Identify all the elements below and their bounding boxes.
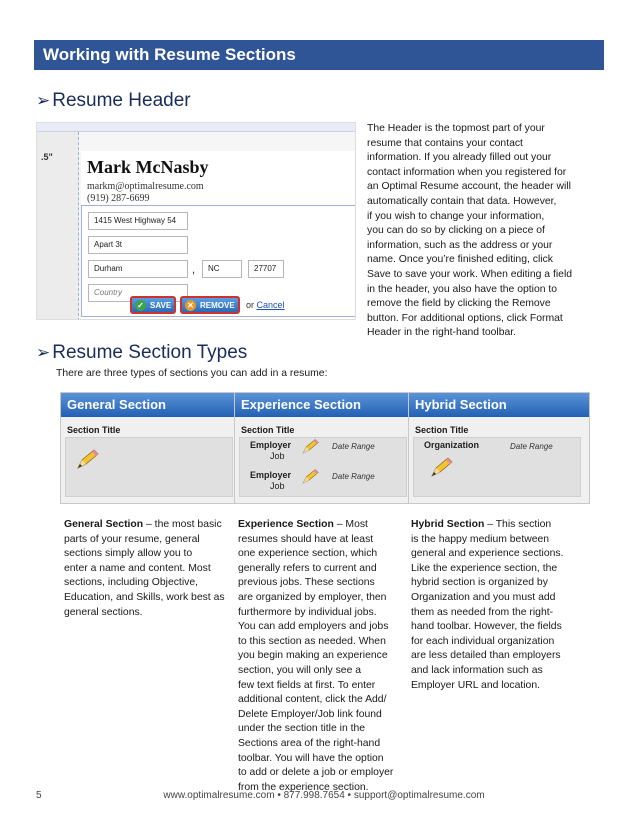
text-line: you can do so by clicking on a piece of: [367, 225, 545, 237]
employer-label-2: Employer: [250, 470, 292, 480]
check-icon: ✓: [135, 300, 146, 311]
text-line: – This section: [484, 519, 552, 530]
text-line: under the section title in the: [238, 723, 366, 735]
pencil-icon: [74, 448, 100, 472]
text-line: and lack information such as: [411, 664, 543, 676]
text-line: general sections.: [64, 606, 143, 618]
text-line: if you wish to change your information,: [367, 210, 545, 222]
text-line: Organization and you must add: [411, 591, 556, 603]
text-line: to add or delete a job or employer: [238, 767, 394, 779]
text-line: information, such as the address or your: [367, 239, 553, 251]
text-line: Sections area of the right-hand: [238, 737, 381, 749]
text-line: to this section as needed. When: [238, 635, 386, 647]
cancel-link[interactable]: Cancel: [256, 300, 285, 310]
general-card-section-title: Section Title: [67, 425, 121, 435]
general-card-title: General Section: [61, 393, 241, 417]
text-line: sections, including Objective,: [64, 577, 198, 589]
state-field[interactable]: NC: [202, 260, 242, 278]
pencil-icon: [428, 456, 454, 480]
text-line: automatically contain that data. However,: [367, 195, 557, 207]
section-types-heading-text: Resume Section Types: [52, 342, 248, 363]
organization-label: Organization: [424, 440, 480, 450]
header-edit-panel: [81, 205, 356, 317]
text-line: remove the field by clicking the Remove: [367, 298, 551, 310]
text-line: Save to save your work. When editing a field: [367, 268, 573, 280]
text-line: Header in the right-hand toolbar.: [367, 327, 517, 339]
page-number: 5: [36, 790, 42, 801]
pencil-icon: [300, 438, 320, 456]
resume-header-heading: [36, 90, 191, 112]
text-line: button. For additional options, click Format: [367, 312, 563, 324]
resume-header-screenshot: [36, 122, 356, 320]
text-line: – the most basic: [143, 519, 222, 530]
arrow-bullet-icon: ➢: [36, 343, 51, 362]
resume-header-heading-text: Resume Header: [52, 90, 191, 111]
ruler-label: .5": [41, 152, 53, 162]
hybrid-card-content-area: [413, 437, 581, 497]
hybrid-date-range: Date Range: [510, 442, 553, 451]
address1-field[interactable]: 1415 West Highway 54: [88, 212, 188, 230]
text-line: them as needed from the right-: [411, 606, 554, 618]
city-comma: ,: [192, 264, 196, 276]
pencil-icon: [300, 468, 320, 486]
hybrid-description-title: Hybrid Section: [411, 519, 485, 530]
top-ruler: [37, 123, 356, 132]
page-footer: www.optimalresume.com • 877.998.7654 • support@optimalresume.com: [163, 790, 485, 801]
resume-paper: [81, 151, 356, 319]
text-line: are organized by employer, then: [238, 591, 387, 603]
text-line: previous jobs. These sections: [238, 577, 375, 589]
arrow-bullet-icon: ➢: [36, 91, 51, 110]
text-line: enter a name and content. Most: [64, 562, 211, 574]
job-label-2: Job: [270, 481, 285, 491]
x-icon: ✕: [185, 300, 196, 311]
section-types-intro: There are three types of sections you can add in a resume:: [56, 368, 328, 379]
text-line: few text fields at first. To enter: [238, 679, 376, 691]
text-line: Like the experience section, the: [411, 562, 558, 574]
general-section-card: [60, 392, 242, 504]
experience-card-title: Experience Section: [235, 393, 415, 417]
text-line: sections simply allow you to: [64, 548, 193, 560]
text-line: resume that contains your contact: [367, 137, 523, 149]
text-line: general and experience sections.: [411, 548, 564, 560]
general-card-content-area: [65, 437, 233, 497]
text-line: hybrid section is organized by: [411, 577, 548, 589]
or-cancel: [246, 300, 285, 310]
experience-card-content-area: [239, 437, 407, 497]
text-line: one experience section, which: [238, 548, 378, 560]
hybrid-card-title: Hybrid Section: [409, 393, 589, 417]
text-line: from the experience section.: [238, 781, 369, 793]
page-title: Working with Resume Sections: [43, 45, 296, 64]
text-line: contact information when you registered for: [367, 166, 567, 178]
save-button[interactable]: [130, 296, 176, 314]
experience-section-description: [238, 518, 408, 795]
city-field[interactable]: Durham: [88, 260, 188, 278]
experience-card-section-title: Section Title: [241, 425, 295, 435]
text-line: furthermore by individual jobs.: [238, 606, 377, 618]
text-line: an Optimal Resume account, the header will: [367, 181, 571, 193]
text-line: resumes should have at least: [238, 533, 374, 545]
resume-email[interactable]: markm@optimalresume.com: [87, 181, 204, 192]
text-line: generally refers to current and: [238, 562, 377, 574]
remove-button[interactable]: [180, 296, 240, 314]
address2-field[interactable]: Apart 3t: [88, 236, 188, 254]
text-line: are less detailed than employers: [411, 650, 561, 662]
employer-label-1: Employer: [250, 440, 292, 450]
general-section-description: [64, 518, 234, 620]
text-line: toolbar. You will have the option: [238, 752, 384, 764]
text-line: Education, and Skills, work best as: [64, 591, 225, 603]
section-types-heading: [36, 342, 247, 364]
date-range-1: Date Range: [332, 442, 375, 451]
resume-header-description: [367, 122, 607, 341]
general-description-title: General Section: [64, 519, 144, 530]
text-line: Employer URL and location.: [411, 679, 540, 691]
save-button-label: SAVE: [150, 300, 172, 310]
text-line: name. Once you’re finished editing, click: [367, 254, 553, 266]
text-line: you begin making an experience: [238, 650, 388, 662]
job-label-1: Job: [270, 451, 285, 461]
text-line: additional content, click the Add/: [238, 694, 387, 706]
text-line: for each individual organization: [411, 635, 555, 647]
or-text: or: [246, 300, 255, 310]
text-line: The Header is the topmost part of your: [367, 123, 545, 134]
experience-description-title: Experience Section: [238, 519, 334, 530]
country-field[interactable]: Country: [88, 284, 188, 302]
remove-button-label: REMOVE: [200, 300, 235, 310]
side-ruler: [37, 132, 79, 320]
experience-section-card: [234, 392, 416, 504]
hybrid-card-section-title: Section Title: [415, 425, 469, 435]
text-line: parts of your resume, general: [64, 533, 200, 545]
text-line: Delete Employer/Job link found: [238, 708, 382, 720]
date-range-2: Date Range: [332, 472, 375, 481]
text-line: section, you will only see a: [238, 664, 362, 676]
resume-name[interactable]: Mark McNasby: [87, 157, 209, 177]
zip-field[interactable]: 27707: [248, 260, 284, 278]
text-line: hand toolbar. However, the fields: [411, 621, 562, 633]
text-line: is the happy medium between: [411, 533, 550, 545]
text-line: information. If you already filled out your: [367, 152, 552, 164]
text-line: – Most: [333, 519, 368, 530]
text-line: in the header, you also have the option to: [367, 283, 558, 295]
text-line: You can add employers and jobs: [238, 621, 389, 633]
title-banner: [34, 40, 604, 70]
hybrid-section-card: [408, 392, 590, 504]
hybrid-section-description: [411, 518, 601, 693]
resume-phone[interactable]: (919) 287-6699: [87, 193, 150, 204]
